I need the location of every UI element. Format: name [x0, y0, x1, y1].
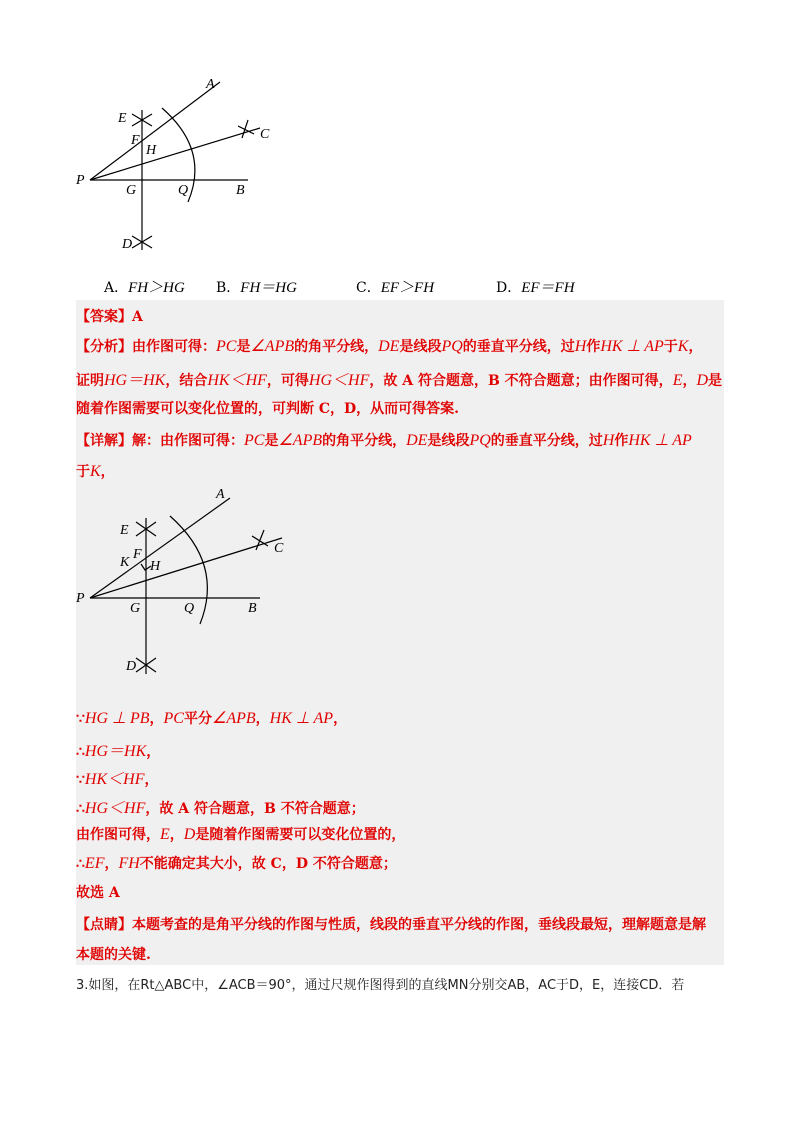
label-c-2: C [274, 541, 284, 556]
analysis-line-2: 证明HG＝HK，结合HK＜HF，可得HG＜HF，故 A 符合题意，B 不符合题意；由作图可得，E，D是 [76, 372, 723, 389]
label-q: Q [178, 183, 189, 198]
step-1: ∵HG ⊥ PB，PC平分∠APB，HK ⊥ AP， [76, 710, 348, 727]
label-a: A [206, 77, 215, 92]
comment-line-1: 【点睛】本题考查的是角平分线的作图与性质，线段的垂直平分线的作图，垂线段最短，理解题意是解 [76, 917, 706, 933]
detail-line-1: 【详解】解：由作图可得：PC是∠APB的角平分线，DE是线段PQ的垂直平分线，过H作HK ⊥ AP [76, 432, 692, 449]
choice-c[interactable]: C．EF＞FH [356, 280, 435, 296]
label-b-2: B [248, 601, 257, 616]
analysis-line-1: 【分析】由作图可得：PC是∠APB的角平分线，DE是线段PQ的垂直平分线，过H作HK ⊥ AP于K， [76, 338, 703, 355]
label-c: C [260, 127, 270, 142]
label-f: F [131, 133, 140, 148]
label-e-2: E [120, 523, 129, 538]
comment-line-2: 本题的关键. [76, 947, 151, 963]
ray-pc-2 [90, 538, 282, 598]
next-question-text: 3.如图，在Rt△ABC中，∠ACB＝90°，通过尺规作图得到的直线MN分别交AB，AC于D，E，连接CD．若 [76, 978, 685, 993]
label-d-2: D [126, 659, 137, 674]
step-6: ∴EF，FH不能确定其大小，故 C，D 不符合题意； [76, 855, 397, 872]
step-7: 故选 A [76, 885, 120, 901]
construction-figure-2 [70, 484, 300, 684]
choice-d[interactable]: D．EF＝FH [496, 280, 575, 296]
step-5: 由作图可得，E，D是随着作图需要可以变化位置的， [76, 826, 406, 843]
answer-line: 【答案】A [76, 309, 143, 325]
label-p: P [76, 173, 85, 188]
answer-choices [104, 276, 724, 296]
label-a-2: A [216, 487, 225, 502]
label-h-2: H [150, 559, 161, 574]
ray-pa-2 [90, 498, 230, 598]
label-g: G [126, 183, 137, 198]
label-q-2: Q [184, 601, 195, 616]
analysis-line-3: 随着作图需要可以变化位置的，可判断 C，D，从而可得答案. [76, 401, 460, 417]
label-e: E [118, 111, 127, 126]
label-p-2: P [76, 591, 85, 606]
step-4: ∴HG＜HF，故 A 符合题意，B 不符合题意； [76, 800, 365, 817]
label-h: H [146, 143, 157, 158]
step-3: ∵HK＜HF， [76, 771, 159, 788]
label-g-2: G [130, 601, 141, 616]
ray-pa [90, 82, 220, 180]
label-d: D [122, 237, 133, 252]
arc-mark-c [238, 120, 254, 138]
detail-line-2: 于K， [76, 463, 115, 480]
label-b: B [236, 183, 245, 198]
construction-figure-1 [70, 70, 290, 270]
choice-b[interactable]: B．FH＝HG [216, 280, 297, 296]
choice-a[interactable]: A．FH＞HG [104, 280, 185, 296]
label-f-2: F [133, 547, 142, 562]
ray-pc [90, 128, 260, 180]
step-2: ∴HG＝HK， [76, 743, 161, 760]
label-k-2: K [120, 555, 130, 570]
